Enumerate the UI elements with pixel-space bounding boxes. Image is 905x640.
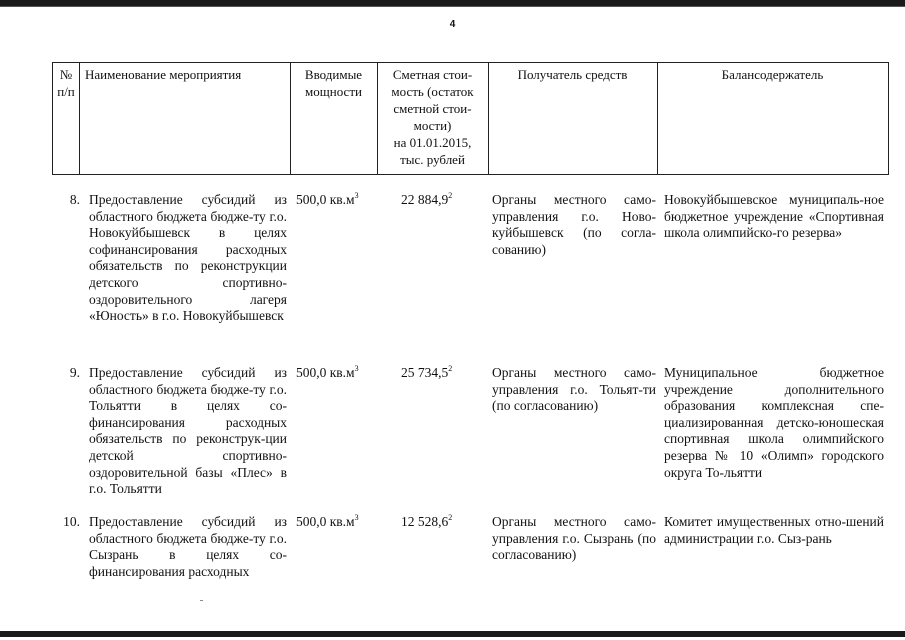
- row-capacity-sup: 3: [354, 513, 359, 522]
- row-cost-value: 25 734,5: [401, 365, 449, 380]
- bottom-border: [0, 631, 905, 637]
- row-holder: Муниципальное бюджетное учреждение дополнительного образования комплексная спе-циализированная детско-юношеская спортивная школа олимпийского резерва № 10 «Олимп» городского округа То-льятти: [664, 365, 884, 480]
- header-cell-num: [52, 62, 80, 175]
- row-number: 10.: [63, 514, 80, 529]
- row-holder: Комитет имущественных отно-шений администрации г.о. Сыз-рань: [664, 514, 884, 546]
- row-recipient: Органы местного само-управления г.о. Тольят-ти (по согласованию): [492, 365, 656, 414]
- row-capacity: [296, 365, 359, 382]
- row-cost-sup: 2: [448, 513, 453, 522]
- row-number: 9.: [69, 365, 80, 380]
- row-capacity-value: 500,0 кв.м: [296, 365, 355, 380]
- header-name-label: Наименование мероприятия: [85, 67, 242, 82]
- row-holder: Новокуйбышевское муниципаль-ное бюджетное учреждение «Спортивная школа олимпийско-го резерва»: [664, 192, 884, 241]
- header-cell-cost: [377, 62, 489, 175]
- header-cell-capacity: [290, 62, 378, 175]
- header-holder-label: Балансодержатель: [721, 67, 824, 82]
- row-number: 8.: [69, 192, 80, 207]
- row-cost-sup: 2: [448, 364, 453, 373]
- row-capacity-value: 500,0 кв.м: [296, 192, 355, 207]
- row-capacity-sup: 3: [354, 364, 359, 373]
- header-cell-holder: [657, 62, 889, 175]
- header-recipient-label: Получатель средств: [517, 67, 628, 82]
- row-name: Предоставление субсидий из областного бюджета бюдже-ту г.о. Новокуйбышевск в целях софинансирования расходных обязательств по реконструкции детского спортивно-оздоровительного лагеря «Юность» в г.о. Новокуйбышевск: [89, 192, 287, 324]
- scan-speck: [200, 600, 203, 601]
- row-capacity: [296, 514, 359, 531]
- row-capacity-value: 500,0 кв.м: [296, 514, 355, 529]
- row-name: Предоставление субсидий из областного бюджета бюдже-ту г.о. Тольятти в целях со-финансирования расходных обязательств по реконструк-ции детской спортивно-оздоровительной базы «Плес» в г.о. Тольятти: [89, 365, 287, 497]
- page-number: 4: [449, 19, 456, 30]
- row-cost: [401, 365, 452, 382]
- row-cost-value: 22 884,9: [401, 192, 449, 207]
- row-cost: [401, 192, 452, 209]
- row-capacity: [296, 192, 359, 209]
- header-num-label: № п/п: [57, 67, 75, 99]
- row-cost: [401, 514, 452, 531]
- row-recipient: Органы местного само-управления г.о. Сызрань (по согласованию): [492, 514, 656, 563]
- row-recipient: Органы местного само-управления г.о. Ново-куйбышевск (по согла-сованию): [492, 192, 656, 257]
- top-border-thin: [0, 6, 905, 7]
- row-cost-sup: 2: [448, 191, 453, 200]
- header-capacity-label: Вводимые мощности: [304, 67, 363, 99]
- row-capacity-sup: 3: [354, 191, 359, 200]
- row-cost-value: 12 528,6: [401, 514, 449, 529]
- header-cost-label: Сметная стои- мость (остаток сметной стои- мости) на 01.01.2015, тыс. рублей: [391, 67, 474, 167]
- header-cell-recipient: [488, 62, 658, 175]
- header-cell-name: [79, 62, 291, 175]
- row-name: Предоставление субсидий из областного бюджета бюдже-ту г.о. Сызрань в целях со-финансирования расходных: [89, 514, 287, 579]
